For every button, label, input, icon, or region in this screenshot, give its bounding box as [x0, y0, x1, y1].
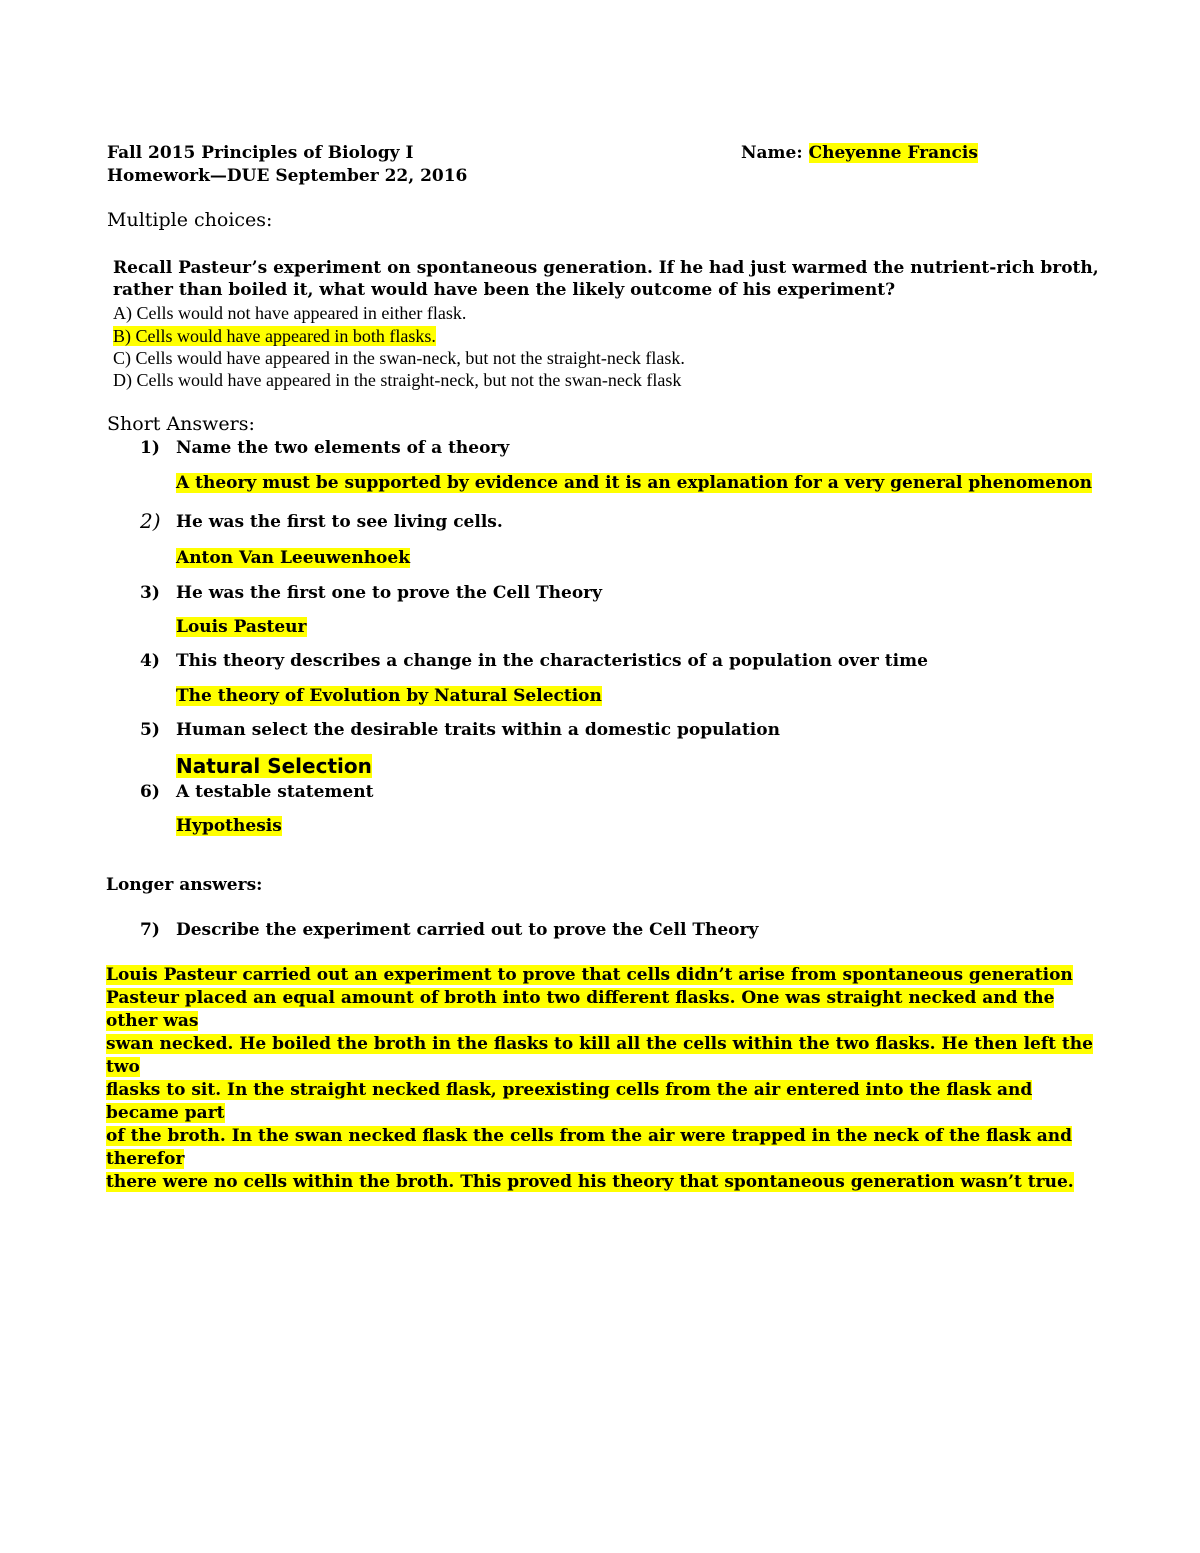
question-text: A testable statement: [176, 782, 374, 802]
question-text: Human select the desirable traits within a domestic population: [176, 720, 780, 740]
answer-highlight: Anton Van Leeuwenhoek: [176, 548, 410, 568]
answer-highlight: Pasteur placed an equal amount of broth into two different flasks. One was straight necked and the other was: [106, 988, 1055, 1031]
question-text: He was the first one to prove the Cell Theory: [176, 583, 603, 603]
question-number: 2): [140, 509, 161, 533]
answer-text: [176, 754, 372, 778]
question-text: Describe the experiment carried out to prove the Cell Theory: [176, 920, 759, 940]
choice-option-b: [113, 325, 436, 347]
answer-highlight: The theory of Evolution by Natural Selection: [176, 686, 602, 706]
long-answer-line: [106, 1033, 1096, 1079]
long-answer-paragraph: [106, 964, 1096, 1194]
question-number: 3): [140, 583, 160, 603]
question-number: 4): [140, 651, 160, 671]
long-answer-line: [106, 987, 1096, 1033]
answer-text: [176, 686, 602, 706]
answer-highlight: of the broth. In the swan necked flask the cells from the air were trapped in the neck of the flask and therefor: [106, 1126, 1073, 1169]
choice-option-c: C) Cells would have appeared in the swan-neck, but not the straight-neck flask.: [113, 348, 685, 368]
question-number: 1): [140, 438, 160, 458]
name-label: Name:: [741, 143, 803, 163]
answer-text: [176, 548, 410, 568]
student-name: Cheyenne Francis: [808, 143, 978, 163]
question-text: Name the two elements of a theory: [176, 438, 510, 458]
answer-highlight: Louis Pasteur carried out an experiment to prove that cells didn’t arise from spontaneous generation: [106, 965, 1073, 985]
answer-text: [176, 816, 282, 836]
multiple-choice-question: Recall Pasteur’s experiment on spontaneous generation. If he had just warmed the nutrient-rich broth, rather than boiled it, what would have been the likely outcome of his experiment?: [113, 258, 1099, 300]
question-text: This theory describes a change in the characteristics of a population over time: [176, 651, 928, 671]
answer-highlight: Hypothesis: [176, 816, 282, 836]
course-title: Fall 2015 Principles of Biology I: [107, 143, 414, 163]
question-number: 6): [140, 782, 160, 802]
question-number: 5): [140, 720, 160, 740]
longer-answers-heading: Longer answers:: [106, 875, 263, 895]
choice-option-a: A) Cells would not have appeared in either flask.: [113, 303, 467, 323]
answer-highlight: swan necked. He boiled the broth in the flasks to kill all the cells within the two flasks. He then left the two: [106, 1034, 1093, 1077]
choice-option-d: D) Cells would have appeared in the straight-neck, but not the swan-neck flask: [113, 370, 682, 390]
question-text: He was the first to see living cells.: [176, 512, 503, 532]
long-answer-line: [106, 1125, 1096, 1171]
question-number: 7): [140, 920, 160, 940]
multiple-choice-heading: Multiple choices:: [107, 209, 273, 231]
answer-highlight: Natural Selection: [176, 754, 372, 778]
short-answers-heading: Short Answers:: [107, 413, 255, 435]
student-name-line: [741, 142, 978, 164]
due-date: Homework—DUE September 22, 2016: [107, 166, 468, 186]
choice-option-b-text: B) Cells would have appeared in both flasks.: [113, 326, 436, 346]
answer-highlight: Louis Pasteur: [176, 617, 307, 637]
long-answer-line: [106, 964, 1096, 987]
answer-highlight: there were no cells within the broth. This proved his theory that spontaneous generation wasn’t true.: [106, 1172, 1074, 1192]
answer-highlight: flasks to sit. In the straight necked flask, preexisting cells from the air entered into the flask and became part: [106, 1080, 1033, 1123]
long-answer-line: [106, 1171, 1096, 1194]
answer-text: [176, 617, 307, 637]
answer-highlight: A theory must be supported by evidence and it is an explanation for a very general phenomenon: [176, 473, 1093, 493]
answer-text: [176, 473, 1092, 493]
long-answer-line: [106, 1079, 1096, 1125]
